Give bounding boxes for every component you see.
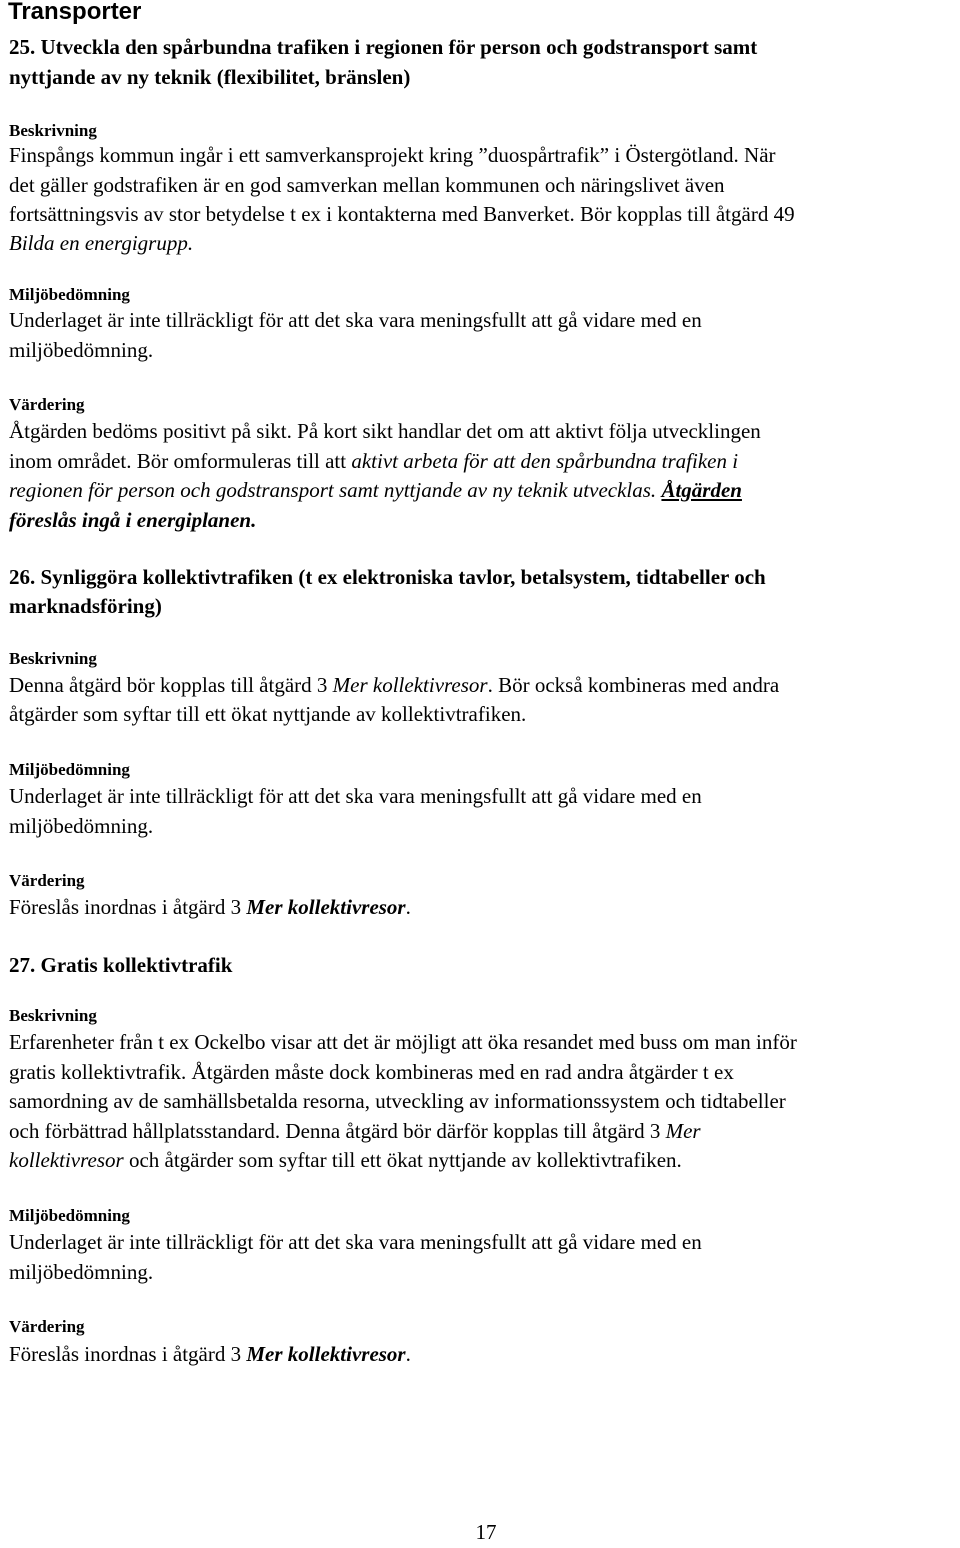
- vardering-italic-text: aktivt arbeta för att den spårbundna trafiken i: [351, 449, 739, 473]
- vardering-text: .: [405, 895, 411, 919]
- description-italic-text: kollektivresor: [9, 1148, 124, 1172]
- description-text: och åtgärder som syftar till ett ökat nyttjande av kollektivtrafiken.: [123, 1148, 682, 1172]
- description-text: . Bör också kombineras med andra: [487, 673, 780, 697]
- item-25-miljo-line-2: miljöbedömning.: [9, 338, 154, 362]
- item-25-vardering-line-1: Åtgärden bedöms positivt på sikt. På kort sikt handlar det om att aktivt följa utvecklingen: [9, 419, 761, 443]
- vardering-text: Föreslås inordnas i åtgärd 3: [9, 895, 247, 919]
- vardering-text: .: [405, 1342, 411, 1366]
- item-26-vardering-label: Värdering: [9, 871, 85, 890]
- vardering-emphasis-text: Mer kollektivresor: [246, 895, 406, 919]
- item-25-vardering-line-4: föreslås ingå i energiplanen.: [9, 508, 257, 532]
- item-25-description-line-3: fortsättningsvis av stor betydelse t ex i kontakterna med Banverket. Bör kopplas till åtgärd 49: [9, 202, 795, 226]
- description-text: och förbättrad hållplatsstandard. Denna åtgärd bör därför kopplas till åtgärd 3: [9, 1119, 666, 1143]
- item-27-beskrivning-label: Beskrivning: [9, 1006, 97, 1025]
- item-27-heading: 27. Gratis kollektivtrafik: [9, 953, 233, 977]
- item-26-heading-line-2: marknadsföring): [9, 594, 162, 618]
- vardering-emphasis-text: Mer kollektivresor: [246, 1342, 406, 1366]
- item-26-description-line-1: [9, 671, 779, 701]
- item-25-heading-line-1: 25. Utveckla den spårbundna trafiken i regionen för person och godstransport samt: [9, 35, 758, 59]
- vardering-text: Föreslås inordnas i åtgärd 3: [9, 1342, 247, 1366]
- item-25-vardering-label: Värdering: [9, 395, 85, 414]
- item-25-vardering-line-2: [9, 447, 738, 477]
- item-25-vardering-line-3: [9, 476, 742, 506]
- item-27-description-line-5: [9, 1146, 682, 1176]
- item-25-heading-line-2: nyttjande av ny teknik (flexibilitet, bränslen): [9, 65, 411, 89]
- item-27-description-line-1: Erfarenheter från t ex Ockelbo visar att det är möjligt att öka resandet med buss om man inför: [9, 1030, 797, 1054]
- vardering-emphasis-text: Åtgärden: [661, 478, 742, 502]
- item-25-miljobedomning-label: Miljöbedömning: [9, 285, 130, 304]
- item-25-description-line-2: det gäller godstrafiken är en god samverkan mellan kommunen och näringslivet även: [9, 173, 725, 197]
- vardering-italic-text: regionen för person och godstransport samt nyttjande av ny teknik utvecklas.: [9, 478, 657, 502]
- item-27-miljo-line-2: miljöbedömning.: [9, 1260, 154, 1284]
- description-italic-text: Mer: [665, 1119, 701, 1143]
- section-title: Transporter: [8, 0, 142, 25]
- item-26-beskrivning-label: Beskrivning: [9, 649, 97, 668]
- item-25-miljo-line-1: Underlaget är inte tillräckligt för att det ska vara meningsfullt att gå vidare med en: [9, 308, 702, 332]
- item-26-description-line-2: åtgärder som syftar till ett ökat nyttjande av kollektivtrafiken.: [9, 702, 527, 726]
- item-25-description-line-4: Bilda en energigrupp.: [9, 231, 194, 255]
- description-text: Denna åtgärd bör kopplas till åtgärd 3: [9, 673, 333, 697]
- item-27-vardering-label: Värdering: [9, 1317, 85, 1336]
- item-25-beskrivning-label: Beskrivning: [9, 121, 97, 140]
- vardering-text: inom området. Bör omformuleras till att: [9, 449, 352, 473]
- page-number: 17: [475, 1520, 497, 1544]
- item-27-description-line-2: gratis kollektivtrafik. Åtgärden måste dock kombineras med en rad andra åtgärder t ex: [9, 1060, 734, 1084]
- item-26-miljo-line-2: miljöbedömning.: [9, 814, 154, 838]
- description-italic-text: Mer kollektivresor: [332, 673, 488, 697]
- item-27-miljo-line-1: Underlaget är inte tillräckligt för att det ska vara meningsfullt att gå vidare med en: [9, 1230, 702, 1254]
- item-27-description-line-3: samordning av de samhällsbetalda resorna, utveckling av informationssystem och tidtabeller: [9, 1089, 786, 1113]
- item-25-description-line-1: Finspångs kommun ingår i ett samverkansprojekt kring ”duospårtrafik” i Östergötland. När: [9, 143, 776, 167]
- item-26-heading-line-1: 26. Synliggöra kollektivtrafiken (t ex elektroniska tavlor, betalsystem, tidtabeller och: [9, 565, 766, 589]
- item-27-description-line-4: [9, 1117, 701, 1147]
- item-26-vardering-line: [9, 893, 411, 923]
- item-27-vardering-line: [9, 1340, 411, 1370]
- item-26-miljobedomning-label: Miljöbedömning: [9, 760, 130, 779]
- item-26-miljo-line-1: Underlaget är inte tillräckligt för att det ska vara meningsfullt att gå vidare med en: [9, 784, 702, 808]
- item-27-miljobedomning-label: Miljöbedömning: [9, 1206, 130, 1225]
